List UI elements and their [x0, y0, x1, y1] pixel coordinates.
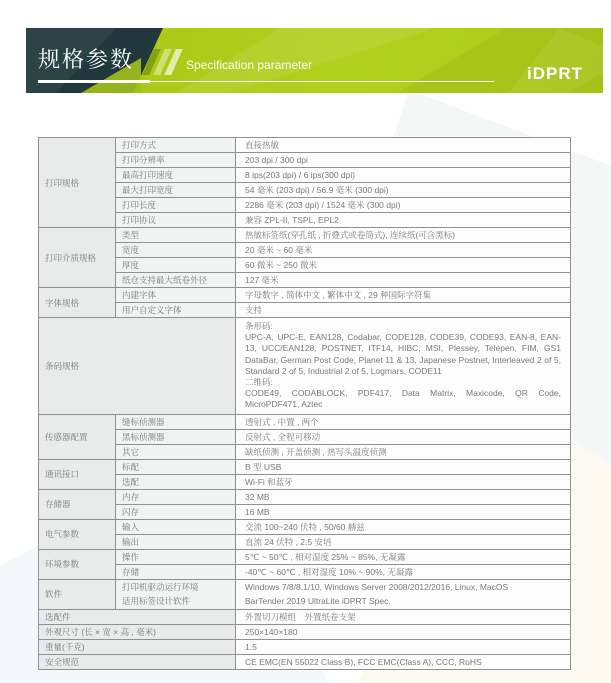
spec-section-label: 安全规范	[39, 654, 236, 669]
spec-key-cell: 打印机驱动运行环境	[116, 579, 236, 594]
spec-table	[38, 137, 571, 670]
spec-value-cell: 60 微米 ~ 250 微米	[236, 258, 571, 273]
spec-value-line: 二维码:	[245, 377, 273, 388]
spec-value-cell: 外置切刀模组 外置纸卷支架	[236, 609, 571, 624]
spec-value-line: 条形码:	[245, 321, 273, 331]
table-row	[39, 519, 571, 534]
spec-key-cell: 厚度	[116, 258, 236, 273]
table-row	[39, 198, 571, 213]
spec-key-cell: 纸仓支持最大纸卷外径	[116, 273, 236, 288]
table-row	[39, 489, 571, 504]
table-row	[39, 303, 571, 318]
spec-value-cell: 54 毫米 (203 dpi) / 56.9 毫米 (300 dpi)	[236, 183, 571, 198]
spec-group-label: 字体规格	[39, 288, 116, 318]
spec-key-cell: 打印长度	[116, 198, 236, 213]
spec-value-cell: 127 毫米	[236, 273, 571, 288]
spec-key-cell: 输入	[116, 519, 236, 534]
spec-value-cell: 交流 100~240 伏特 , 50/60 赫兹	[236, 519, 571, 534]
spec-key-cell: 黑标侦测器	[116, 429, 236, 444]
spec-value-cell: 16 MB	[236, 504, 571, 519]
spec-key-cell: 适用标签设计软件	[116, 594, 236, 609]
table-row	[39, 459, 571, 474]
table-row	[39, 549, 571, 564]
spec-key-cell: 存储	[116, 564, 236, 579]
table-row	[39, 444, 571, 459]
title-underline-extension	[150, 81, 494, 82]
spec-value-cell: 透射式 , 中置 , 两个	[236, 414, 571, 429]
spec-group-label: 打印介质规格	[39, 228, 116, 288]
spec-value-cell	[236, 318, 571, 415]
spec-value-cell: CE EMC(EN 55022 Class B), FCC EMC(Class A), CCC, RoHS	[236, 654, 571, 669]
spec-key-cell: 内建字体	[116, 288, 236, 303]
spec-value-cell: B 型 USB	[236, 459, 571, 474]
spec-value-cell: BarTender 2019 UltraLite iDPRT Spec.	[236, 594, 571, 609]
table-row	[39, 273, 571, 288]
table-row	[39, 534, 571, 549]
spec-value-cell: 1.5	[236, 639, 571, 654]
table-row	[39, 213, 571, 228]
table-row	[39, 168, 571, 183]
triple-slash-icon	[148, 49, 181, 75]
spec-key-cell: 类型	[116, 228, 236, 243]
spec-value-cell: 字母数字 , 简体中文 , 繁体中文 , 29 种国际字符集	[236, 288, 571, 303]
table-row	[39, 138, 571, 153]
spec-value-line: CODE49, CODABLOCK, PDF417, Data Matrix, Maxicode, QR Code, MicroPDF471, Aztec	[245, 388, 561, 410]
spec-value-cell: 203 dpi / 300 dpi	[236, 153, 571, 168]
spec-value-cell: 250×140×180	[236, 624, 571, 639]
spec-value-cell: 直接热敏	[236, 138, 571, 153]
header-banner	[26, 28, 603, 93]
table-row	[39, 288, 571, 303]
spec-value-cell: 5℃ ~ 50℃ , 相对湿度 25% ~ 85%, 无凝露	[236, 549, 571, 564]
spec-section-label: 选配件	[39, 609, 236, 624]
spec-section-label: 条码规格	[39, 318, 236, 415]
table-row	[39, 429, 571, 444]
spec-key-cell: 打印协议	[116, 213, 236, 228]
spec-value-cell: 反射式 , 全程可移动	[236, 429, 571, 444]
table-row	[39, 654, 571, 669]
page-title: 规格参数	[38, 47, 135, 72]
spec-key-cell: 闪存	[116, 504, 236, 519]
table-row	[39, 183, 571, 198]
spec-value-cell: 2286 毫米 (203 dpi) / 1524 毫米 (300 dpi)	[236, 198, 571, 213]
table-row	[39, 609, 571, 624]
spec-key-cell: 选配	[116, 474, 236, 489]
spec-group-label: 存储器	[39, 489, 116, 519]
spec-group-label: 软件	[39, 579, 116, 609]
spec-key-cell: 操作	[116, 549, 236, 564]
spec-value-cell: 热敏标签纸(穿孔纸 , 折叠式或卷筒式), 连续纸(可含黑标)	[236, 228, 571, 243]
spec-section-label: 外观尺寸 (长 × 宽 × 高 , 毫米)	[39, 624, 236, 639]
spec-key-cell: 其它	[116, 444, 236, 459]
idprt-logo: iDPRT	[527, 64, 583, 83]
title-underline	[38, 80, 150, 83]
spec-group-label: 打印规格	[39, 138, 116, 228]
spec-key-cell: 缝标侦测器	[116, 414, 236, 429]
spec-group-label: 环境参数	[39, 549, 116, 579]
spec-key-cell: 最高打印速度	[116, 168, 236, 183]
spec-key-cell: 用户自定义字体	[116, 303, 236, 318]
table-row	[39, 318, 571, 415]
spec-key-cell: 内存	[116, 489, 236, 504]
spec-section-label: 重量(千克)	[39, 639, 236, 654]
spec-value-cell: -40℃ ~ 60℃ , 相对湿度 10% ~ 90%, 无凝露	[236, 564, 571, 579]
table-row	[39, 228, 571, 243]
table-row	[39, 243, 571, 258]
table-row	[39, 258, 571, 273]
spec-value-cell: 20 毫米 ~ 60 毫米	[236, 243, 571, 258]
spec-value-cell: 兼容 ZPL-II, TSPL, EPL2	[236, 213, 571, 228]
spec-key-cell: 最大打印宽度	[116, 183, 236, 198]
spec-value-cell: Wi-Fi 和蓝牙	[236, 474, 571, 489]
table-row	[39, 414, 571, 429]
spec-key-cell: 标配	[116, 459, 236, 474]
spec-value-cell: 直流 24 伏特 , 2.5 安培	[236, 534, 571, 549]
spec-value-cell: Windows 7/8/8.1/10, Windows Server 2008/2012/2016, Linux, MacOS	[236, 579, 571, 594]
spec-key-cell: 输出	[116, 534, 236, 549]
table-row	[39, 639, 571, 654]
table-row	[39, 594, 571, 609]
spec-key-cell: 打印方式	[116, 138, 236, 153]
spec-group-label: 传感器配置	[39, 414, 116, 459]
table-row	[39, 153, 571, 168]
spec-value-cell: 支持	[236, 303, 571, 318]
spec-group-label: 电气参数	[39, 519, 116, 549]
table-row	[39, 504, 571, 519]
table-row	[39, 624, 571, 639]
table-row	[39, 579, 571, 594]
spec-key-cell: 宽度	[116, 243, 236, 258]
table-row	[39, 564, 571, 579]
page-subtitle: Specification parameter	[186, 58, 313, 72]
spec-value-line: UPC-A, UPC-E, EAN128, Codabar, CODE128, CODE39, CODE93, EAN-8, EAN-13, UCC/EAN128, POSTNET, ITF14, HIBC, MSI, Plessey, Telepen, FIM, GS1 DataBar, German Post Code, Planet 11 & 13, Japanese Postnet, Interleaved 2 of 5, Standard 2 of 5, Industrial 2 of 5, Logmars, CODE11	[245, 332, 561, 376]
spec-key-cell: 打印分辨率	[116, 153, 236, 168]
spec-value-cell: 32 MB	[236, 489, 571, 504]
table-row	[39, 474, 571, 489]
spec-value-cell: 缺纸侦测 , 开盖侦测 , 热写头温度侦测	[236, 444, 571, 459]
spec-group-label: 通讯接口	[39, 459, 116, 489]
spec-value-cell: 8 ips(203 dpi) / 6 ips(300 dpi)	[236, 168, 571, 183]
